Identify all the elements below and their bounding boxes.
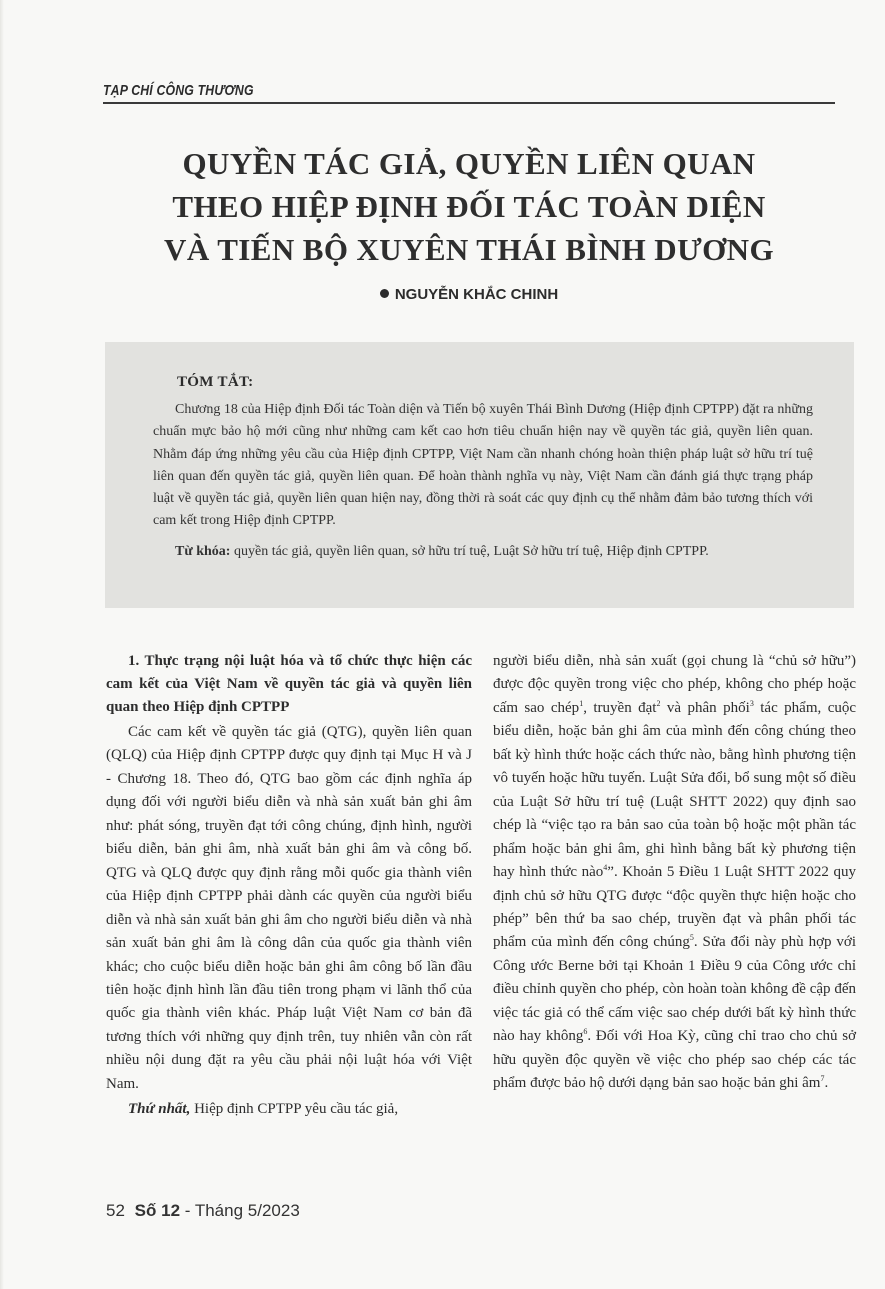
header-rule <box>103 102 835 104</box>
abstract-text: Chương 18 của Hiệp định Đối tác Toàn diện và Tiến bộ xuyên Thái Bình Dương (Hiệp định CPTPP) đặt ra những chuẩn mực bảo hộ mới cũng như những cam kết cao hơn tiêu chuẩn hiện nay về quyền tác giả, quyền liên quan. Nhằm đáp ứng những yêu cầu của Hiệp định CPTPP, Việt Nam cần nhanh chóng hoàn thiện pháp luật sở hữu trí tuệ liên quan đến quyền tác giả, quyền liên quan. Để hoàn thành nghĩa vụ này, Việt Nam cần đánh giá thực trạng pháp luật về quyền tác giả, quyền liên quan hiện nay, đồng thời rà soát các quy định cụ thể nhằm đảm bảo tương thích với cam kết trong Hiệp định CPTPP. <box>153 402 813 529</box>
author-byline <box>103 286 835 303</box>
bullet-icon <box>380 289 389 298</box>
paragraph <box>493 650 856 1096</box>
text-segment: ”. Khoản 5 Điều 1 Luật SHTT 2022 quy định chủ sở hữu QTG được “độc quyền thực hiện hoặc cho phép” bên thứ ba sao chép, truyền đạt và phân phối tác phẩm của mình đến công chúng <box>493 864 856 951</box>
footnote-ref: 5 <box>689 933 694 943</box>
issue-label: Số <box>134 1201 157 1220</box>
text-segment: . Đối với Hoa Kỳ, cũng chỉ trao cho chủ sở hữu quyền độc quyền về việc cho phép sao chép các tác phẩm được bảo hộ dưới dạng bản sao hoặc bản ghi âm <box>493 1028 857 1092</box>
article-title <box>103 142 835 271</box>
paragraph: Các cam kết về quyền tác giả (QTG), quyền liên quan (QLQ) của Hiệp định CPTPP được quy định tại Mục H và J - Chương 18. Theo đó, QTG bao gồm các định nghĩa áp dụng đối với người biểu diễn và nhà sản xuất bản ghi âm như: phát sóng, truyền đạt tới công chúng, định hình, người biểu diễn, bản ghi âm, nhà xuất bản ghi âm và công bố. QTG và QLQ được quy định rằng mỗi quốc gia thành viên của Hiệp định CPTPP phải dành các quyền của người biểu diễn và nhà sản xuất bản ghi âm cho người biểu diễn và nhà sản xuất bản ghi âm là công dân của quốc gia thành viên khác; cho cuộc biểu diễn hoặc bản ghi âm công bố lần đầu tiên hoặc định hình lần đầu tiên trong phạm vi lãnh thổ của quốc gia thành viên khác. Pháp luật Việt Nam cơ bản đã tương thích với những quy định trên, tuy nhiên vẫn còn rất nhiều nội dung đặt ra yêu cầu phải nội luật hóa với Việt Nam. <box>106 724 472 1092</box>
issue-number: 12 <box>161 1201 181 1220</box>
title-line-2: THEO HIỆP ĐỊNH ĐỐI TÁC TOÀN DIỆN <box>172 189 766 224</box>
text-segment: , truyền đạt <box>583 699 657 716</box>
journal-name: TẠP CHÍ CÔNG THƯƠNG <box>103 82 254 99</box>
footnote-ref: 2 <box>656 698 661 708</box>
journal-header <box>103 80 835 106</box>
issue-date: - Tháng 5/2023 <box>180 1201 300 1220</box>
keywords-text: quyền tác giả, quyền liên quan, sở hữu trí tuệ, Luật Sở hữu trí tuệ, Hiệp định CPTPP. <box>233 544 709 559</box>
text-segment: . <box>824 1075 829 1092</box>
text-segment: và phân phối <box>660 699 750 716</box>
text-segment: tác phẩm, cuộc biểu diễn, hoặc bản ghi âm của mình đến công chúng theo bất kỳ hình thức hoặc cách thức nào, bằng hình phương tiện vô tuyến hoặc hữu tuyến. Luật Sửa đổi, bổ sung một số điều của Luật Sở hữu trí tuệ (Luật SHTT 2022) quy định sao chép là “việc tạo ra bản sao của toàn bộ hoặc một phần tác phẩm hoặc bản ghi âm, ghi hình bằng bất kỳ phương tiện hay hình thức nào <box>493 699 857 881</box>
title-line-1: QUYỀN TÁC GIẢ, QUYỀN LIÊN QUAN <box>182 146 756 181</box>
author-name: NGUYỄN KHẮC CHINH <box>394 286 559 303</box>
text-segment: người biểu diễn, nhà sản xuất (gọi chung là “chủ sở hữu”) được độc quyền trong việc cho phép, không cho phép hoặc cấm sao chép <box>493 653 856 716</box>
title-line-3: VÀ TIẾN BỘ XUYÊN THÁI BÌNH DƯƠNG <box>164 232 774 267</box>
footnote-ref: 6 <box>583 1027 588 1037</box>
left-column <box>106 650 472 1124</box>
text-segment: . Sửa đổi này phù hợp với Công ước Berne bởi tại Khoản 1 Điều 9 của Công ước chỉ điều chỉnh quyền cho phép, còn hoàn toàn không đề cập đến việc tác giả có thể cấm việc sao chép dưới bất kỳ hình thức nào hay không <box>493 934 856 1045</box>
abstract-box <box>105 342 854 608</box>
right-column <box>493 650 856 1098</box>
paragraph-lead: Thứ nhất, <box>128 1101 191 1118</box>
page-footer <box>106 1201 300 1221</box>
keywords <box>153 541 813 563</box>
paragraph <box>106 1098 472 1121</box>
page-number: 52 <box>106 1201 125 1220</box>
page-edge <box>0 0 4 1289</box>
keywords-label: Từ khóa: <box>175 544 231 559</box>
footnote-ref: 4 <box>603 863 608 873</box>
footnote-ref: 3 <box>749 698 754 708</box>
section-heading: 1. Thực trạng nội luật hóa và tổ chức thực hiện các cam kết của Việt Nam về quyền tác giả và quyền liên quan theo Hiệp định CPTPP <box>106 653 472 715</box>
footnote-ref: 1 <box>579 698 584 708</box>
abstract-heading: TÓM TẮT: <box>177 374 254 390</box>
footnote-ref: 7 <box>820 1074 825 1084</box>
abstract-body <box>153 399 813 533</box>
paragraph-text: Hiệp định CPTPP yêu cầu tác giả, <box>190 1101 399 1118</box>
